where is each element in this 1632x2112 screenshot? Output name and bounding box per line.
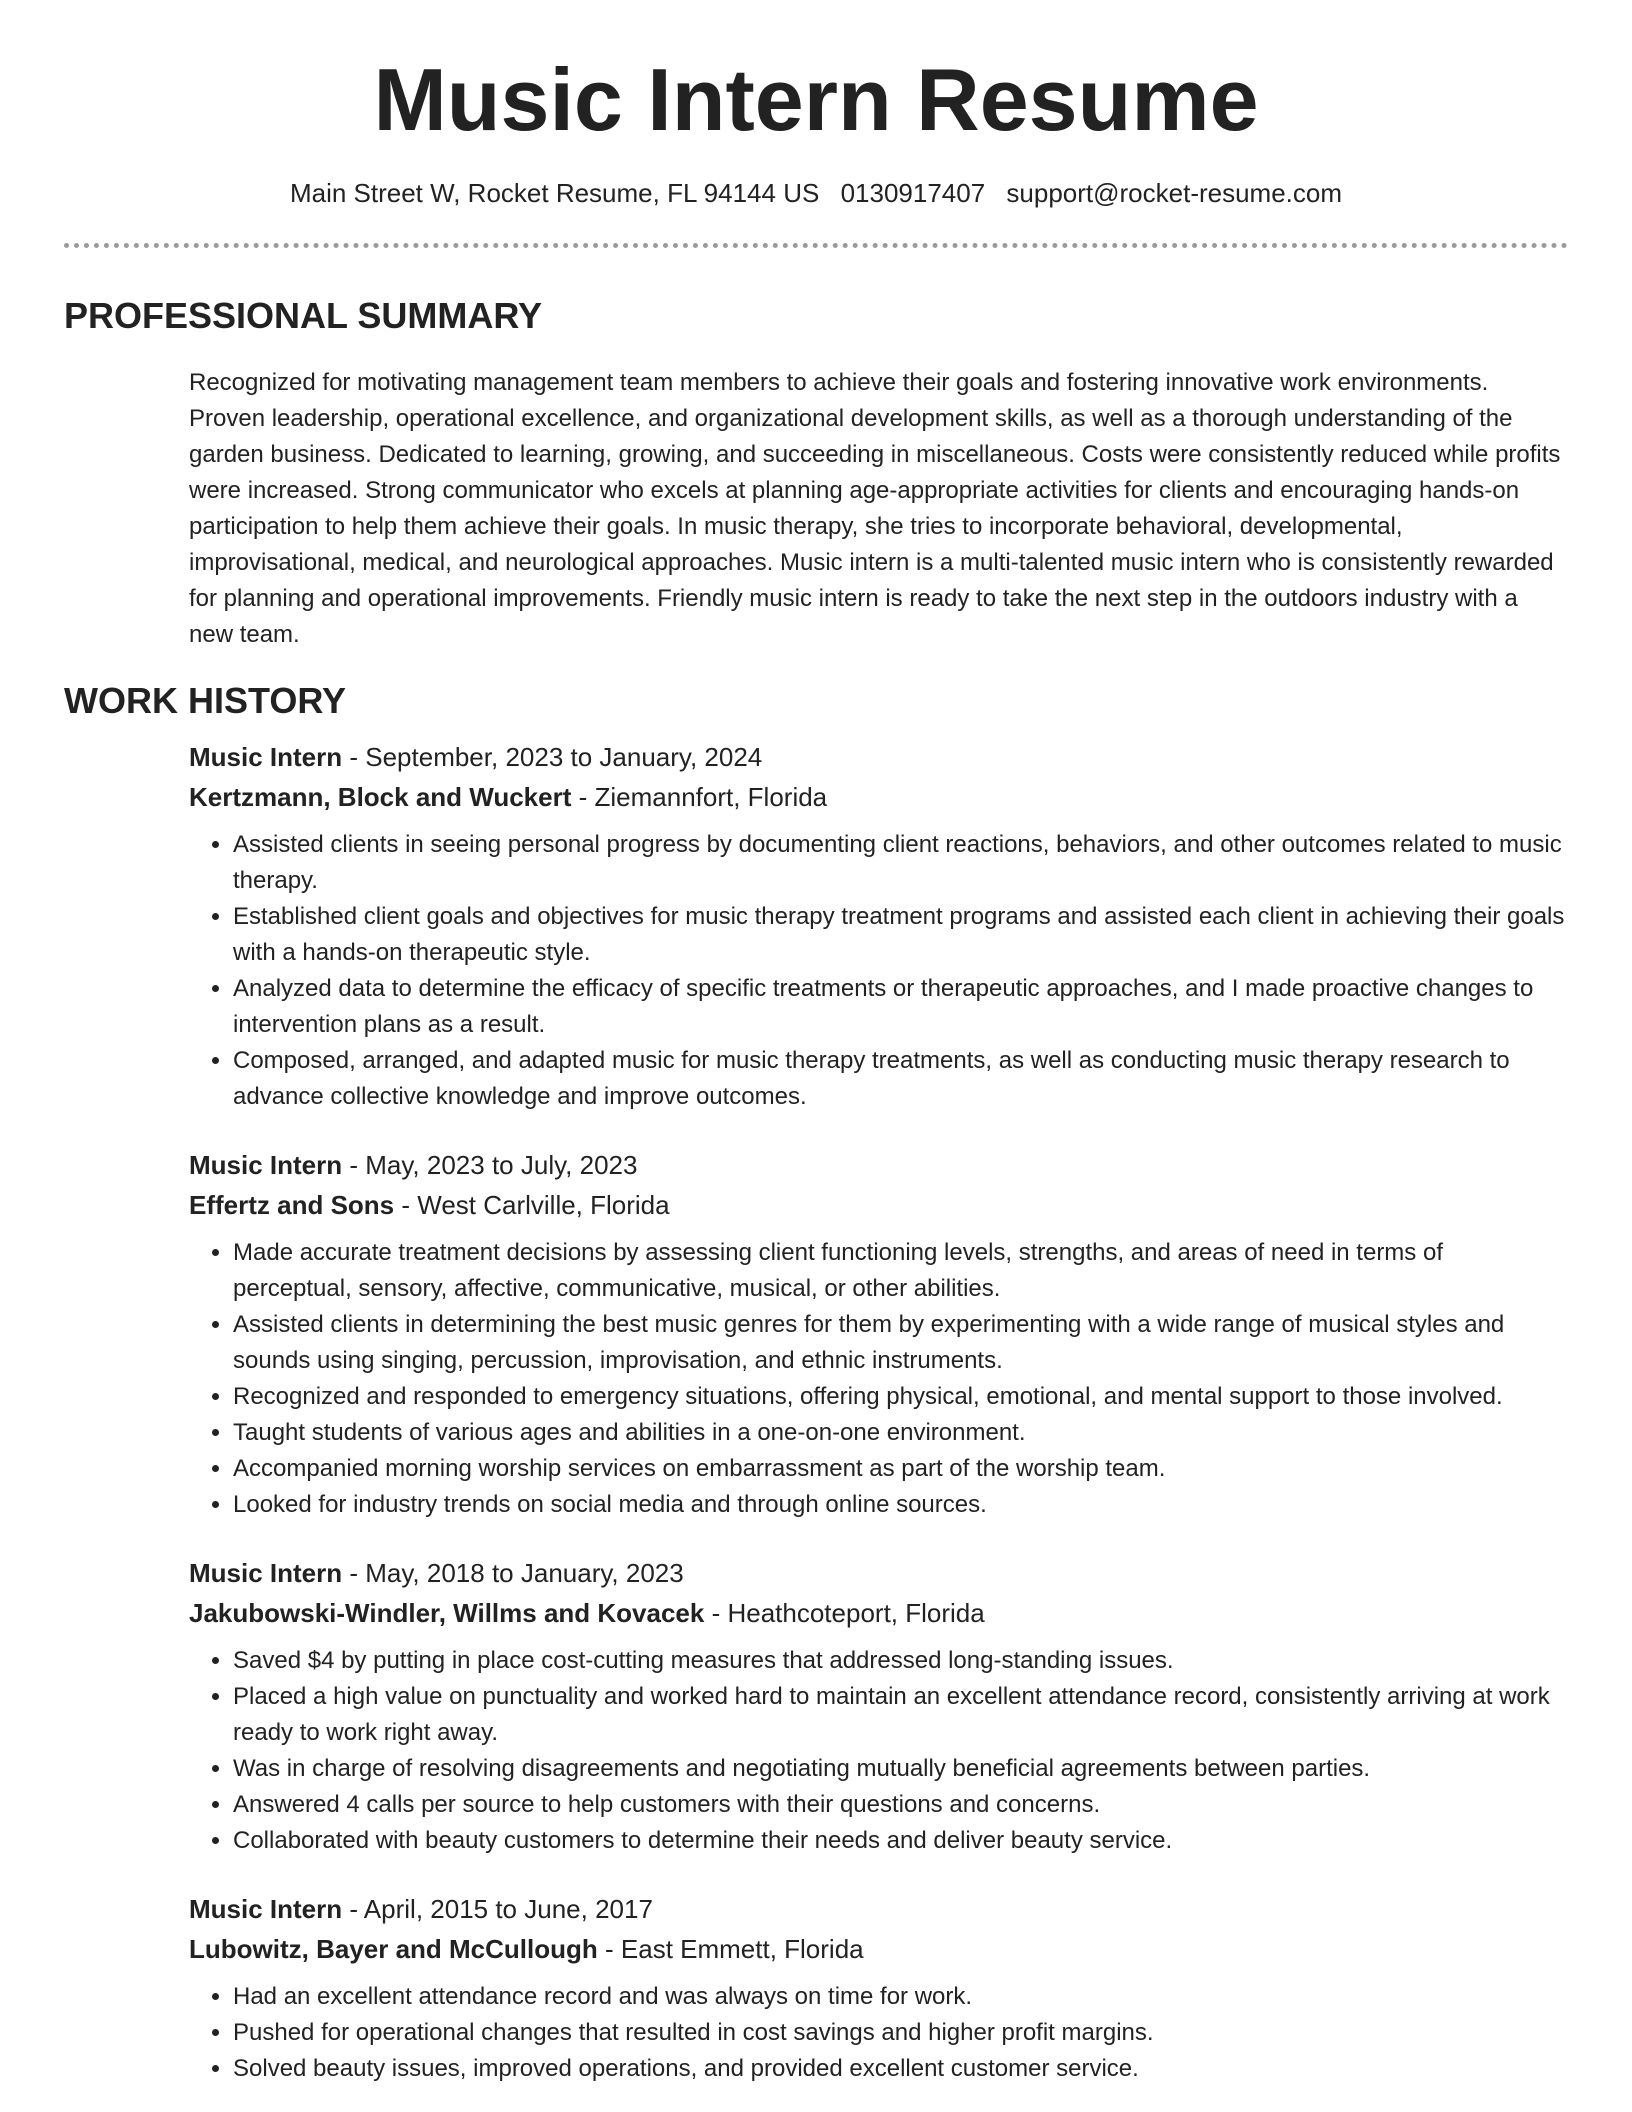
work-history-list [189,737,1568,2087]
job-bullet: • Was in charge of resolving disagreements and negotiating mutually beneficial agreements between parties. [233,1751,1568,1787]
job-dates: - May, 2023 to July, 2023 [342,1149,638,1180]
job-bullets [189,827,1568,1115]
job-title: Music Intern [189,1149,343,1180]
job-bullet: • Made accurate treatment decisions by assessing client functioning levels, strengths, and areas of need in terms of perceptual, sensory, affective, communicative, musical, or other abilities. [233,1235,1568,1307]
job-bullets [189,1643,1568,1859]
summary-heading: PROFESSIONAL SUMMARY [64,295,543,337]
job-title: Music Intern [189,1893,343,1924]
job-dates: - September, 2023 to January, 2024 [342,741,763,772]
job-entry [189,1145,1568,1523]
job-title: Music Intern [189,1557,343,1588]
job-location: - West Carlville, Florida [394,1189,670,1220]
job-entry [189,1553,1568,1859]
summary-text: Recognized for motivating management team members to achieve their goals and fostering innovative work environments. Proven leadership, operational excellence, and organizational development skills, as well as a thorough understanding of the garden business. Dedicated to learning, growing, and succeeding in miscellaneous. Costs were consistently reduced while profits were increased. Strong communicator who excels at planning age-appropriate activities for clients and encouraging hands-on participation to help them achieve their goals. In music therapy, she tries to incorporate behavioral, developmental, improvisational, medical, and neurological approaches. Music intern is a multi-talented music intern who is consistently rewarded for planning and operational improvements. Friendly music intern is ready to take the next step in the outdoors industry with a new team. [189,369,1561,649]
contact-email: support@rocket-resume.com [1006,178,1343,208]
job-entry [189,1889,1568,2087]
job-bullet: • Placed a high value on punctuality and worked hard to maintain an excellent attendance record, consistently arriving at work ready to work right away. [233,1679,1568,1751]
job-bullets [189,1979,1568,2087]
contact-address: Main Street W, Rocket Resume, FL 94144 US [289,178,820,208]
job-title-line [189,1553,1568,1593]
job-bullet: • Answered 4 calls per source to help customers with their questions and concerns. [233,1787,1568,1823]
job-dates: - May, 2018 to January, 2023 [342,1557,684,1588]
contact-phone: 0130917407 [840,178,986,208]
header-divider [64,243,1568,248]
job-bullet: • Solved beauty issues, improved operations, and provided excellent customer service. [233,2051,1568,2087]
job-bullet: • Taught students of various ages and abilities in a one-on-one environment. [233,1415,1568,1451]
job-company: Effertz and Sons [189,1189,395,1220]
job-bullets [189,1235,1568,1523]
job-company: Lubowitz, Bayer and McCullough [189,1933,598,1964]
job-title: Music Intern [189,741,343,772]
job-company-line [189,1929,1568,1969]
resume-title: Music Intern Resume [373,50,1259,149]
job-bullet: • Accompanied morning worship services on embarrassment as part of the worship team. [233,1451,1568,1487]
job-entry [189,737,1568,1115]
job-bullet: • Pushed for operational changes that resulted in cost savings and higher profit margins. [233,2015,1568,2051]
resume-header [0,0,1632,209]
job-bullet: • Assisted clients in determining the best music genres for them by experimenting with a wide range of musical styles and sounds using singing, percussion, improvisation, and ethnic instruments. [233,1307,1568,1379]
job-title-line [189,1889,1568,1929]
job-company-line [189,1593,1568,1633]
job-location: - East Emmett, Florida [597,1933,864,1964]
job-title-line [189,1145,1568,1185]
job-dates: - April, 2015 to June, 2017 [342,1893,653,1924]
job-title-line [189,737,1568,777]
job-location: - Ziemannfort, Florida [571,781,828,812]
contact-line [0,178,1632,209]
job-bullet: • Had an excellent attendance record and was always on time for work. [233,1979,1568,2015]
job-location: - Heathcoteport, Florida [704,1597,985,1628]
job-bullet: • Recognized and responded to emergency situations, offering physical, emotional, and mental support to those involved. [233,1379,1568,1415]
job-bullet: • Collaborated with beauty customers to determine their needs and deliver beauty service. [233,1823,1568,1859]
work-history-heading: WORK HISTORY [64,680,347,722]
job-bullet: • Looked for industry trends on social media and through online sources. [233,1487,1568,1523]
job-company-line [189,777,1568,817]
job-company-line [189,1185,1568,1225]
job-bullet: • Established client goals and objectives for music therapy treatment programs and assisted each client in achieving their goals with a hands-on therapeutic style. [233,899,1568,971]
job-company: Jakubowski-Windler, Willms and Kovacek [189,1597,705,1628]
job-bullet: • Assisted clients in seeing personal progress by documenting client reactions, behaviors, and other outcomes related to music therapy. [233,827,1568,899]
job-bullet: • Composed, arranged, and adapted music for music therapy treatments, as well as conducting music therapy research to advance collective knowledge and improve outcomes. [233,1043,1568,1115]
job-bullet: • Analyzed data to determine the efficacy of specific treatments or therapeutic approaches, and I made proactive changes to intervention plans as a result. [233,971,1568,1043]
job-bullet: • Saved $4 by putting in place cost-cutting measures that addressed long-standing issues. [233,1643,1568,1679]
job-company: Kertzmann, Block and Wuckert [189,781,572,812]
